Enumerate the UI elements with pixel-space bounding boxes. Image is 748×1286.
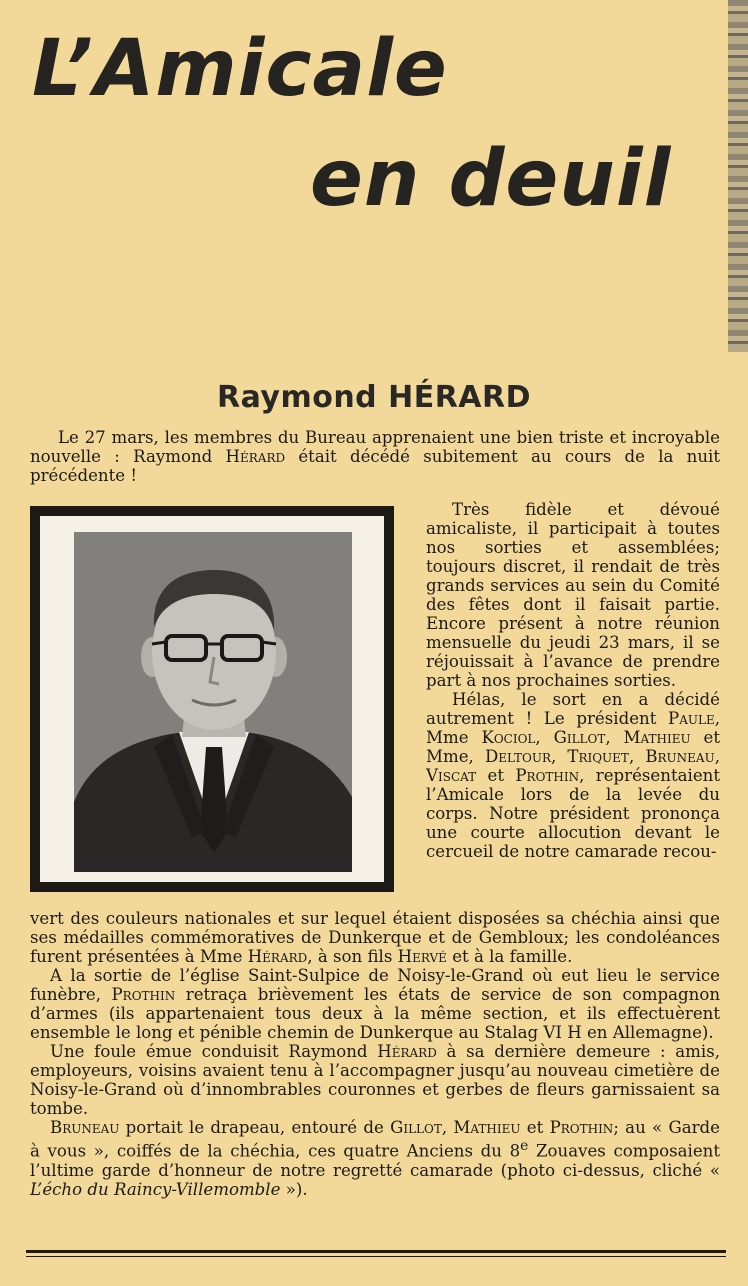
- portrait-illustration: [74, 532, 352, 872]
- text-run: vert des couleurs nationales et sur lequel étaient disposées sa chéchia ainsi que ses médailles commémoratives de Dunkerque et de Gembloux; les condoléances furent présentées à Mme: [30, 909, 720, 966]
- name-smallcaps: Mathieu: [453, 1118, 521, 1137]
- name-smallcaps: Triquet: [567, 747, 629, 766]
- text-run: »).: [280, 1179, 308, 1199]
- text-run: Une foule émue conduisit Raymond: [50, 1042, 378, 1061]
- body-paragraph: [30, 909, 720, 966]
- text-run: retraça brièvement les états de service de son compagnon d’armes (ils appartenaient tous deux à la même section, et ils effectuèrent ensemble le long et pénible chemin de Dunkerque au Stalag VI H en Allemagne).: [30, 985, 721, 1042]
- text-run: et: [520, 1118, 550, 1137]
- bottom-rule-thick: [26, 1250, 726, 1253]
- name-smallcaps: Prothin: [549, 1118, 614, 1137]
- text-run: ,: [628, 747, 646, 766]
- text-run: Zouaves composaient l’ultime garde d’honneur de notre regretté camarade (photo ci-dessus, cliché «: [30, 1141, 720, 1180]
- name-smallcaps: Viscat: [426, 766, 477, 785]
- name-smallcaps: Kociol: [481, 728, 536, 747]
- name-smallcaps: Hérard: [247, 947, 308, 966]
- name-smallcaps: Hérard: [377, 1042, 437, 1061]
- portrait-photo: [74, 532, 352, 872]
- superscript: e: [520, 1138, 529, 1154]
- text-run: ,: [441, 1118, 454, 1137]
- text-run: était décédé subitement au cours de la nuit précédente !: [30, 447, 720, 485]
- adjacent-photo-edge: [728, 0, 748, 352]
- text-run: ,: [605, 728, 624, 747]
- name-smallcaps: Hérard: [225, 447, 286, 466]
- name-smallcaps: Prothin: [515, 766, 580, 785]
- text-run: Très fidèle et dévoué amicaliste, il participait à toutes nos sorties et assemblées; toujours discret, il rendait de très grands services au sein du Comité des fêtes dont il faisait partie. Encore présent à notre réunion mensuelle du jeudi 23 mars, il se réjouissait à l’avance de prendre part à nos prochaines sorties.: [426, 500, 720, 690]
- portrait-photo-frame: [30, 506, 394, 892]
- right-column-text: [426, 500, 720, 861]
- text-run: Hélas, le sort en a décidé autrement ! Le président: [426, 690, 720, 728]
- photo-mat: [40, 516, 384, 882]
- text-run: et Mme,: [426, 728, 720, 766]
- text-run: ; au « Garde à vous », coiffés de la chéchia, ces quatre Anciens du 8: [30, 1118, 720, 1161]
- text-run: et: [476, 766, 516, 785]
- headline-line-1: L’Amicale: [32, 24, 448, 114]
- italic-text: L’écho du Raincy-Villemomble: [30, 1179, 281, 1199]
- full-width-text: [30, 909, 720, 1199]
- bottom-rule-thin: [26, 1256, 726, 1257]
- body-paragraph: [30, 1118, 720, 1199]
- name-smallcaps: Gillot: [390, 1118, 442, 1137]
- text-run: et à la famille.: [446, 947, 573, 966]
- text-run: à sa dernière demeure : amis, employeurs, voisins avaient tenu à l’accompagner jusqu’au nouveau cimetière de Noisy-le-Grand où d’innombrables couronnes et gerbes de fleurs garnissaient sa tombe.: [30, 1042, 720, 1118]
- name-smallcaps: Gillot: [553, 728, 606, 747]
- text-run: ,: [550, 747, 568, 766]
- text-run: A la sortie de l’église Saint-Sulpice de Noisy-le-Grand où eut lieu le service funèbre,: [30, 966, 720, 1004]
- name-smallcaps: Paule: [668, 709, 715, 728]
- text-run: , représentaient l’Amicale lors de la levée du corps. Notre président prononça une courte allocution devant le cercueil de notre camarade recou-: [426, 766, 720, 861]
- body-paragraph: [30, 966, 720, 1042]
- name-smallcaps: Prothin: [111, 985, 176, 1004]
- name-smallcaps: Hervé: [397, 947, 447, 966]
- obituary-name-heading: Raymond HÉRARD: [216, 380, 532, 415]
- name-smallcaps: Mathieu: [623, 728, 691, 747]
- intro-paragraph: [30, 428, 720, 485]
- text-run: ,: [714, 747, 720, 766]
- name-smallcaps: Bruneau: [50, 1118, 120, 1137]
- text-run: portait le drapeau, entouré de: [119, 1118, 391, 1137]
- body-paragraph: [30, 1042, 720, 1118]
- text-run: Le 27 mars, les membres du Bureau apprenaient une bien triste et incroyable nouvelle : Raymond: [30, 428, 720, 466]
- text-run: , à son fils: [307, 947, 398, 966]
- right-column-paragraph: [426, 690, 720, 861]
- right-column-paragraph: [426, 500, 720, 690]
- text-run: , Mme: [426, 709, 720, 747]
- name-smallcaps: Deltour: [484, 747, 551, 766]
- name-smallcaps: Bruneau: [645, 747, 715, 766]
- text-run: ,: [535, 728, 554, 747]
- headline-line-2: en deuil: [310, 134, 672, 224]
